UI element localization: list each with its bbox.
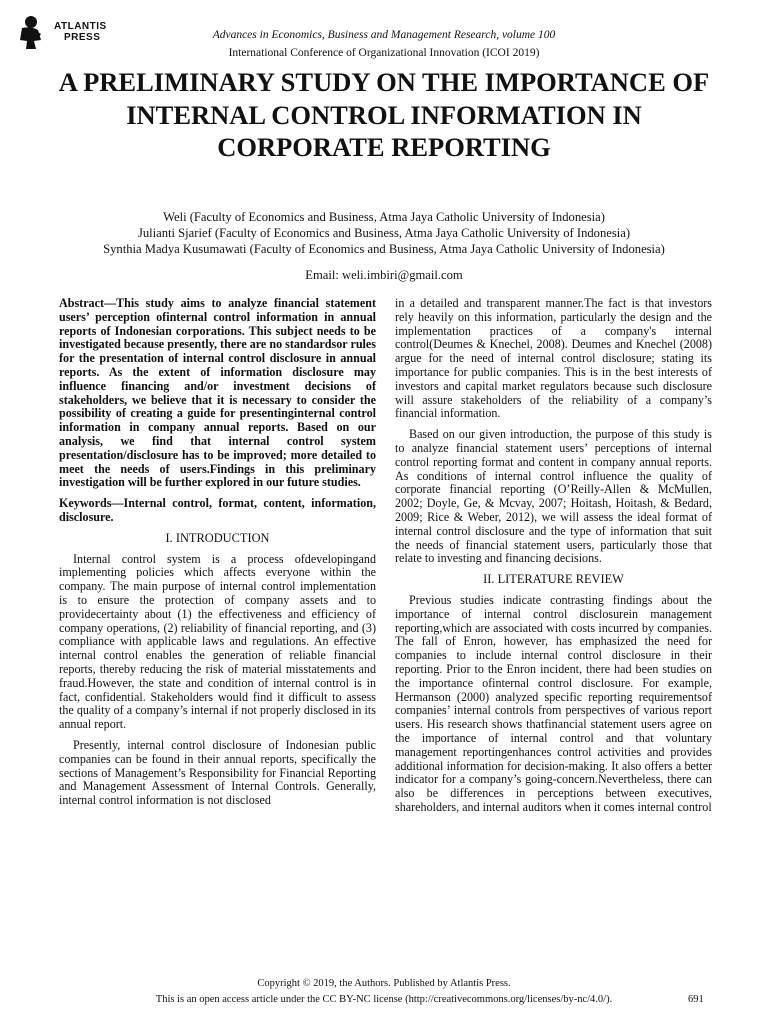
conference-line: International Conference of Organizational Innovation (ICOI 2019): [228, 47, 540, 59]
author-list: [0, 209, 768, 257]
keywords: Keywords—Internal control, format, content, information, disclosure.: [59, 496, 376, 524]
journal-line: Advances in Economics, Business and Management Research, volume 100: [212, 29, 556, 41]
license-notice: This is an open access article under the CC BY-NC license (http://creativecommons.org/licenses/by-nc/4.0/).: [155, 994, 613, 1005]
body-paragraph: in a detailed and transparent manner.The fact is that investors rely heavily on this information, particularly the design and the implementation practices of a company's internal control(Deumes & Knechel, 2008). Deumes and Knechel (2008) argue for the need of internal control disclosure; stating its importance for public companies. This is in the best interests of investors and capital market regulators because such disclosure will assure stakeholders of the reliability of a company’s financial information.: [395, 296, 712, 421]
body-paragraph: Internal control system is a process ofdevelopingand implementing policies which affects everyone within the company. The main purpose of internal control implementation is to ensure the protection of company assets and to providecertainty about (1) the effectiveness and efficiency of company operations, (2) reliability of financial reporting, and (3) compliance with applicable laws and regulations. An effective internal control enables the generation of reliable financial reports, thereby reducing the risk of material misstatements and fraud.However, the state and condition of internal control is in fact, confidential. Stakeholders would find it difficult to assess the quality of a company’s internal if not properly disclosed in its annual report.: [59, 551, 376, 732]
author-line: Weli (Faculty of Economics and Business, Atma Jaya Catholic University of Indonesia): [163, 210, 605, 224]
copyright-notice: Copyright © 2019, the Authors. Published by Atlantis Press.: [257, 978, 511, 989]
right-column: [395, 297, 712, 822]
section-heading-introduction: I. INTRODUCTION: [165, 530, 270, 545]
abstract: Abstract—This study aims to analyze financial statement users’ perception ofinternal control information in annual reports of Indonesian corporations. This subject needs to be investigated because presently, there are no standardsor rules for the presentation of internal control disclosure in annual reports. As the extent of information disclosure may influence financing and/or investment decisions of stakeholders, we believe that it is necessary to consider the possibility of creating a guide for presentinginternal control information in company annual reports. Based on our analysis, we find that internal control system presentation/disclosure has to be improved; more detailed to meet the needs of users.Findings in this preliminary investigation will be further explored in our future studies.: [59, 296, 376, 490]
publisher-name-line2: PRESS: [64, 32, 101, 43]
paper-title: A PRELIMINARY STUDY ON THE IMPORTANCE OF INTERNAL CONTROL INFORMATION IN CORPORATE REPORTING: [58, 67, 710, 162]
author-line: Synthia Madya Kusumawati (Faculty of Economics and Business, Atma Jaya Catholic University of Indonesia): [103, 242, 665, 256]
page-number: 691: [688, 994, 704, 1005]
contact-email: Email: weli.imbiri@gmail.com: [305, 268, 463, 282]
left-column: [59, 297, 376, 815]
publisher-name-line1: ATLANTIS: [54, 21, 107, 32]
body-paragraph: Previous studies indicate contrasting findings about the importance of internal control disclosurein management reporting,which are associated with costs incurred by companies. The fall of Enron, however, has emphasized the need for companies to include internal control disclosure in their reporting. Prior to the Enron incident, there had been studies on the importance ofinternal control disclosure. For example, Hermanson (2000) analyzed specific reporting requirementsof companies’ internal controls from perspectives of various report users. His research shows thatfinancial statement users agree on the importance of internal control and that voluntary management reportingenhances control activities and provides additional information for decision-making. It also offers a better indicator for a company’s going-concern.Nevertheless, there can also be differences in perceptions between executives, shareholders, and internal auditors when it comes internal control: [395, 592, 712, 814]
section-heading-literature-review: II. LITERATURE REVIEW: [483, 572, 624, 587]
body-paragraph: Presently, internal control disclosure of Indonesian public companies can be found in their annual reports, specifically the sections of Management’s Responsibility for Financial Reporting and Management Assessment of Internal Controls. Generally, internal control information is not disclosed: [59, 737, 376, 808]
body-paragraph: Based on our given introduction, the purpose of this study is to analyze financial statement users’ perceptions of internal control reporting format and content in company annual reports. As conditions of internal control influence the quality of corporate financial reporting (O’Reilly-Allen & McMullen, 2002; Doyle, Ge, & Mcvay, 2007; Hoitash, Hoitash, & Bedard, 2009; Rice & Weber, 2012), we will assess the ideal format of internal control disclosure and the type of information that suit the needs of financial statement users, particularly those that relate to investing and financing decisions.: [395, 427, 712, 566]
author-line: Julianti Sjarief (Faculty of Economics and Business, Atma Jaya Catholic University of Indonesia): [137, 226, 631, 240]
